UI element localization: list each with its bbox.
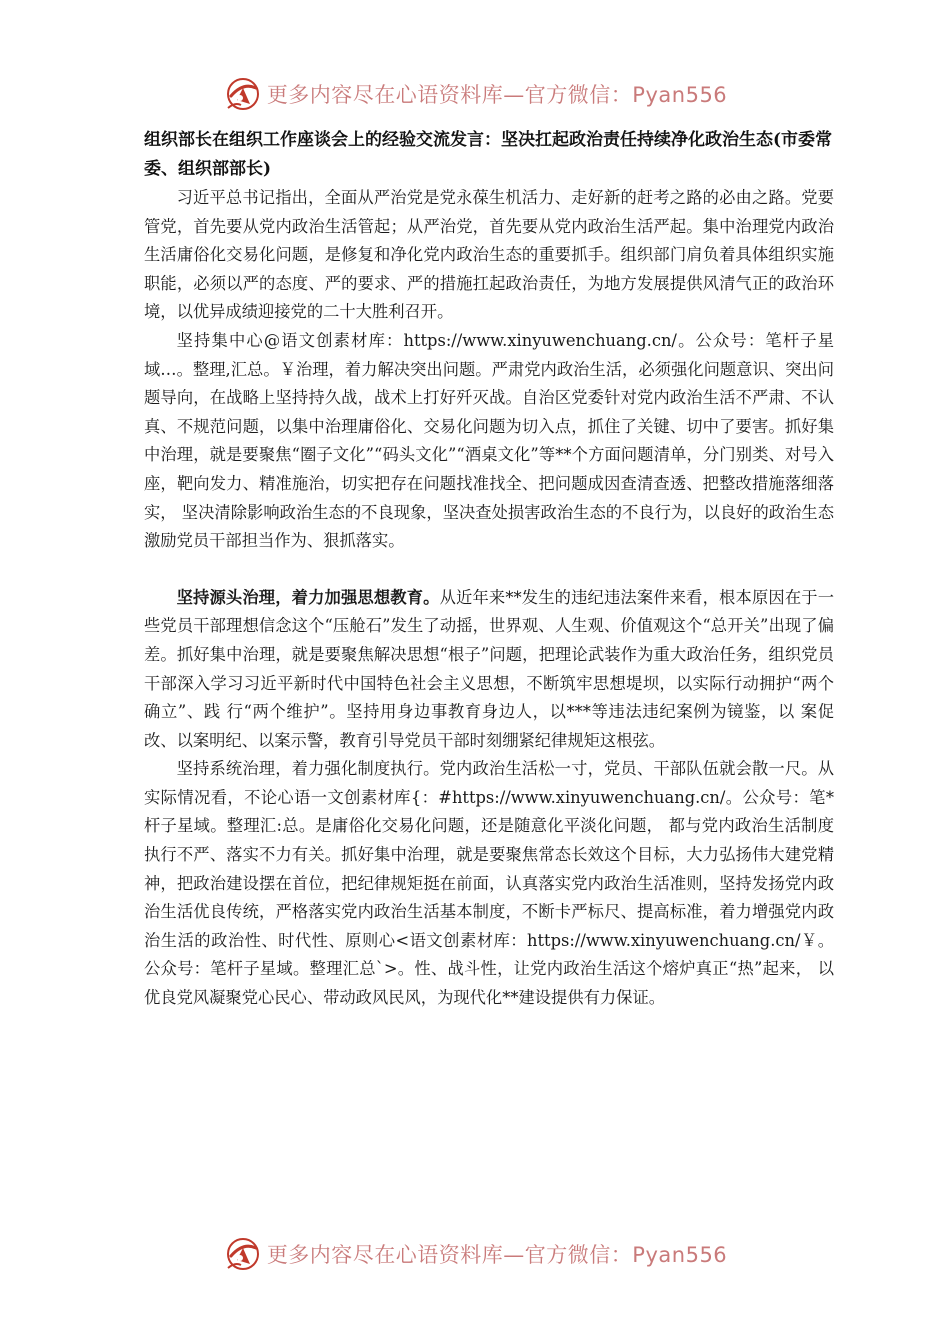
pen-nib-logo-icon: [223, 1234, 263, 1274]
paragraph-lead-heading: 坚持源头治理，着力加强思想教育。: [176, 587, 440, 607]
paragraph-3: [144, 584, 834, 756]
header-banner-text: 更多内容尽在心语资料库—官方微信：Pyan556: [266, 83, 728, 107]
paragraph-spacer: [144, 556, 834, 584]
paragraph-text: 从近年来**发生的违纪违法案件来看，根本原因在于一些党员干部理想信念这个“压舱石”发生了动摇，世界观、人生观、价值观这个“总开关”出现了偏差。抓好集中治理，就是要聚焦解决思想“根子”问题，把理论武装作为重大政治任务，组织党员干部深入学习习近平新时代中国特色社会主义思想，不断筑牢思想堤坝，以实际行动拥护“两个确立”、践 行“两个维护”。坚持用身边事教育身边人，以***等违法违纪案例为镜鉴，以 案促改、以案明纪、以案示警，教育引导党员干部时刻绷紧纪律规矩这根弦。: [144, 587, 834, 750]
paragraph-text: 坚持系统治理，着力强化制度执行。党内政治生活松一寸，党员、干部队伍就会散一尺。从实际情况看，不论心语一文创素材库{：#https://www.xinyuwenchuang.cn/。公众号：笔*杆子星域。整理汇:总。是庸俗化交易化问题，还是随意化平淡化问题， 都与党内政治生活制度执行不严、落实不力有关。抓好集中治理，就是要聚焦常态长效这个目标，大力弘扬伟大建党精神，把政治建设摆在首位，把纪律规矩挺在前面，认真落实党内政治生活准则，坚持发扬党内政治生活优良传统，严格落实党内政治生活基本制度，不断卡严标尺、提高标准，着力增强党内政治生活的政治性、时代性、原则心<语文创素材库：https://www.xinyuwenchuang.cn/￥。公众号：笔杆子星域。整理汇总`>。性、战斗性，让党内政治生活这个熔炉真正“热”起来， 以优良党风凝聚党心民心、带动政风民风，为现代化**建设提供有力保证。: [144, 759, 834, 1008]
footer-banner: [0, 1232, 950, 1276]
pen-nib-logo-icon: [223, 74, 263, 114]
header-banner: [0, 72, 950, 116]
paragraph-4: [144, 755, 834, 1012]
paragraph-1: [144, 184, 834, 327]
paragraph-2: [144, 327, 834, 556]
paragraph-text: 习近平总书记指出，全面从严治党是党永葆生机活力、走好新的赶考之路的必由之路。党要管党，首先要从党内政治生活管起；从严治党，首先要从党内政治生活严起。集中治理党内政治生活庸俗化交易化问题，是修复和净化党内政治生态的重要抓手。组织部门肩负着具体组织实施职能，必须以严的态度、严的要求、严的措施扛起政治责任，为地方发展提供风清气正的政治环境，以优异成绩迎接党的二十大胜利召开。: [144, 188, 834, 322]
footer-banner-text: 更多内容尽在心语资料库—官方微信：Pyan556: [266, 1243, 728, 1267]
paragraph-text: 坚持集中心@语文创素材库：https://www.xinyuwenchuang.cn/。公众号：笔杆子星域…。整理,汇总。￥治理，着力解决突出问题。严肃党内政治生活，必须强化问题意识、突出问题导向，在战略上坚持持久战，战术上打好歼灭战。自治区党委针对党内政治生活不严肃、不认真、不规范问题，以集中治理庸俗化、交易化问题为切入点，抓住了关键、切中了要害。抓好集中治理，就是要聚焦“圈子文化”“码头文化”“酒桌文化”等**个方面问题清单，分门别类、对号入座，靶向发力、精准施治，切实把存在问题找准找全、把问题成因查清查透、把整改措施落细落实， 坚决清除影响政治生态的不良现象，坚决查处损害政治生态的不良行为，以良好的政治生态激励党员干部担当作为、狠抓落实。: [144, 330, 834, 551]
document-body: [144, 126, 834, 1013]
document-title: 组织部长在组织工作座谈会上的经验交流发言：坚决扛起政治责任持续净化政治生态(市委常委、组织部部长): [144, 130, 833, 179]
